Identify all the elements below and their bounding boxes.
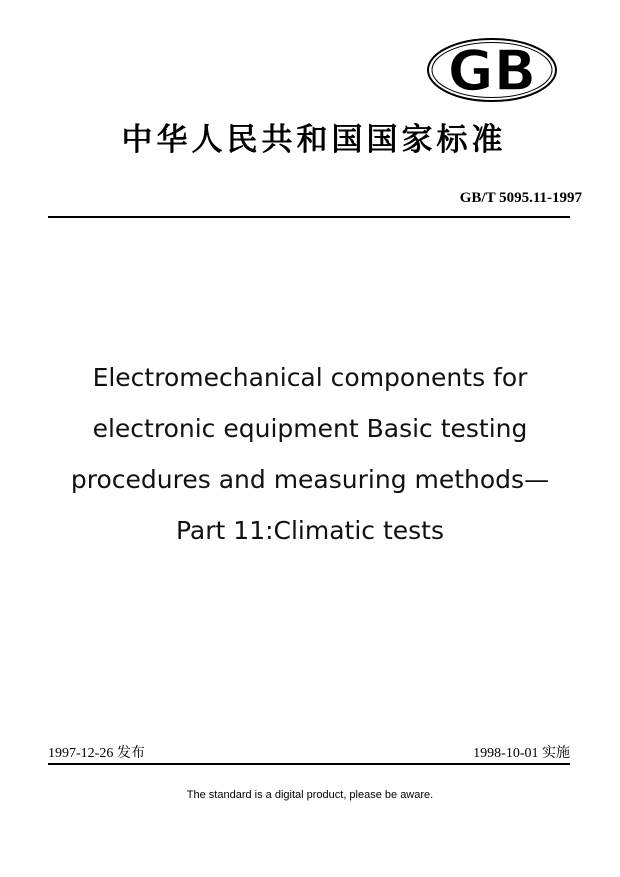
title-line-1: Electromechanical components for [92,363,528,392]
title-line-4: Part 11:Climatic tests [175,516,445,545]
title-line-3: procedures and measuring methods— [70,465,550,494]
document-title [40,352,580,556]
implementation-date: 1998-10-01 实施 [473,746,570,761]
date-row [48,742,570,762]
bottom-divider [48,763,570,765]
top-divider [48,216,570,218]
footer-note: The standard is a digital product, please be aware. [186,789,434,801]
org-title: 中华人民共和国国家标准 [121,122,507,158]
standard-number: GB/T 5095.11-1997 [459,190,582,206]
issue-date: 1997-12-26 发布 [48,746,145,761]
gb-logo [427,38,557,102]
title-line-2: electronic equipment Basic testing [92,414,528,443]
gb-logo-text: GB [447,39,537,102]
